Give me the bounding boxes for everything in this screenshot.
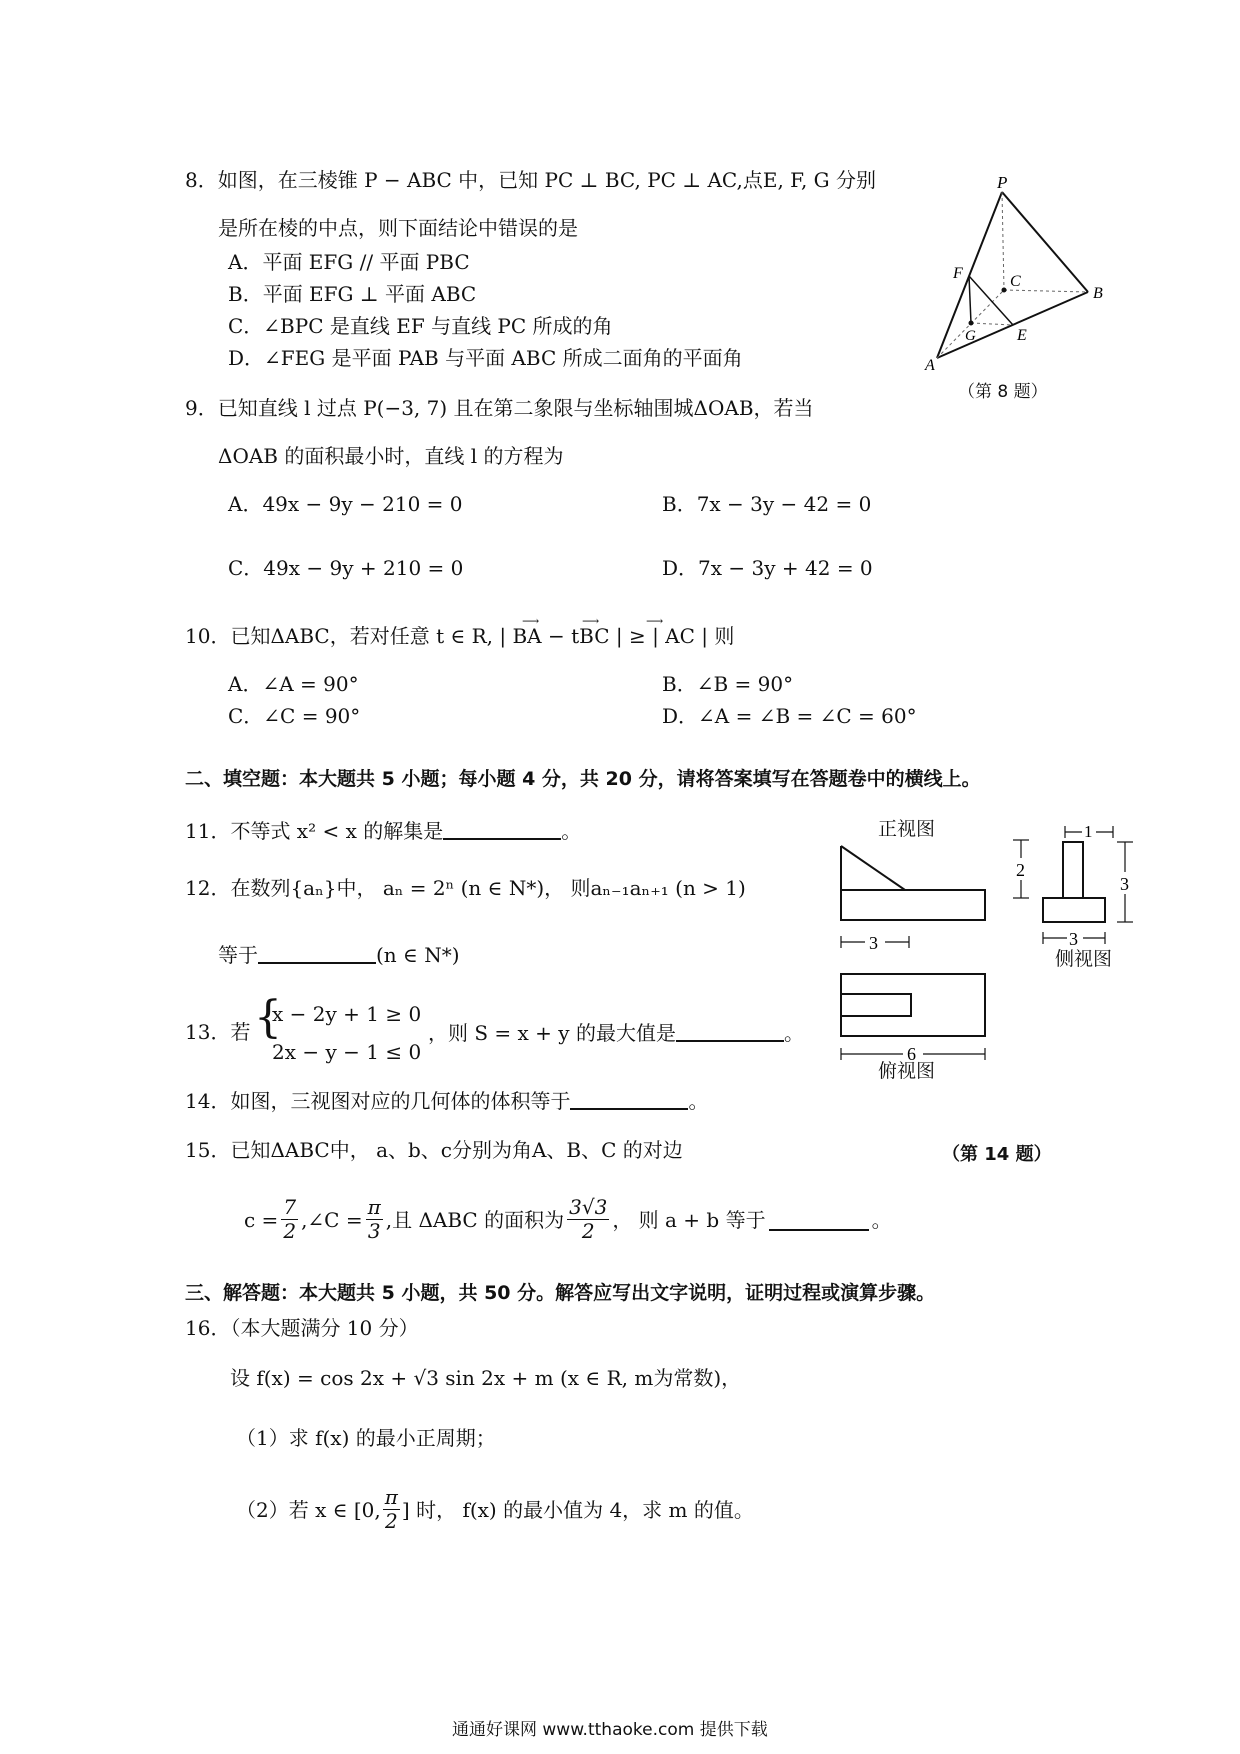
- q8-caption: （第 8 题）: [958, 382, 1048, 402]
- q13-inequality-2: 2x − y − 1 ≤ 0: [272, 1040, 422, 1064]
- front-view-title: 正视图: [878, 818, 936, 840]
- q13-rest: [428, 1020, 804, 1045]
- q10-option-b: B．∠B = 90°: [662, 672, 794, 696]
- front-view-figure: [835, 840, 1010, 960]
- q12-text: 等于: [218, 943, 258, 967]
- section3-heading: 三、解答题：本大题共 5 小题，共 50 分。解答应写出文字说明，证明过程或演算步骤。: [185, 1282, 936, 1304]
- q10-option-d: D．∠A = ∠B = ∠C = 60°: [662, 704, 917, 728]
- q10-stem: 10．已知ΔABC，若对任意 t ∈ R, | BA − tBC | ≥ | AC | 则: [185, 624, 735, 648]
- q15-stem: 15．已知ΔABC中， a、b、c分别为角A、B、C 的对边: [185, 1138, 683, 1162]
- q8-tetrahedron-figure: [905, 170, 1125, 410]
- q15-fraction-7-2: [281, 1196, 298, 1243]
- q14-end: 。: [688, 1089, 709, 1113]
- side-dim-3-width: 3: [1069, 929, 1078, 949]
- q15-c-eq: c =: [244, 1207, 279, 1232]
- q13-brace: {: [254, 992, 282, 1043]
- q13-text: ，则 S = x + y 的最大值是: [428, 1021, 676, 1045]
- q8-label-c: C: [1010, 273, 1021, 290]
- q14-caption: （第 14 题）: [942, 1144, 1052, 1165]
- q11-answer-blank: [443, 818, 561, 840]
- q16-frac-num: π: [384, 1485, 398, 1509]
- q10-vector-arrow-ba: ⟶: [522, 614, 540, 628]
- q8-option-d: D．∠FEG 是平面 PAB 与平面 ABC 所成二面角的平面角: [228, 346, 743, 370]
- q13-answer-blank: [676, 1020, 784, 1042]
- q16-part2-post: ] 时， f(x) 的最小值为 4，求 m 的值。: [401, 1497, 754, 1522]
- side-view-title: 侧视图: [1055, 948, 1113, 970]
- q14: [185, 1088, 708, 1113]
- q8-label-b: B: [1093, 285, 1103, 302]
- q9-option-b: B．7x − 3y − 42 = 0: [662, 492, 872, 516]
- q15-post: ， 则 a + b 等于: [612, 1207, 766, 1232]
- q8-option-b: B．平面 EFG ⊥ 平面 ABC: [228, 282, 477, 306]
- q12-end: (n ∈ N*): [376, 943, 460, 967]
- side-dim-3-height: 3: [1120, 874, 1129, 894]
- q14-text: 14．如图，三视图对应的几何体的体积等于: [185, 1089, 571, 1113]
- q10-vector-arrow-bc: ⟶: [582, 614, 600, 628]
- q9-option-c: C．49x − 9y + 210 = 0: [228, 556, 464, 580]
- q8-label-p: P: [997, 173, 1008, 192]
- q12-answer-blank: [258, 942, 376, 964]
- q8-label-a: A: [925, 357, 935, 374]
- q10-option-c: C．∠C = 90°: [228, 704, 361, 728]
- q9-stem-line2: ΔOAB 的面积最小时，直线 l 的方程为: [218, 444, 564, 468]
- q15-fraction-pi-3: [366, 1196, 383, 1243]
- q8-stem-line1: 8．如图，在三棱锥 P − ABC 中，已知 PC ⊥ BC, PC ⊥ AC,点E, F, G 分别: [185, 168, 876, 192]
- q8-label-e: E: [1017, 327, 1027, 344]
- q8-option-c: C．∠BPC 是直线 EF 与直线 PC 所成的角: [228, 314, 613, 338]
- top-view-figure: [835, 968, 1010, 1062]
- q10-option-a: A．∠A = 90°: [228, 672, 359, 696]
- q15-end: 。: [871, 1207, 892, 1232]
- q10-vector-arrow-ac: ⟶: [646, 614, 664, 628]
- q8-stem-line2: 是所在棱的中点，则下面结论中错误的是: [218, 216, 578, 240]
- q13-inequality-1: x − 2y + 1 ≥ 0: [272, 1002, 422, 1026]
- q9-option-a: A．49x − 9y − 210 = 0: [228, 492, 463, 516]
- q13-label: 13．若: [185, 1020, 251, 1044]
- q16-part1: （1）求 f(x) 的最小正周期；: [236, 1426, 496, 1450]
- q16-definition: 设 f(x) = cos 2x + √3 sin 2x + m (x ∈ R, m为常数)，: [230, 1366, 742, 1390]
- front-dim-3: 3: [869, 933, 878, 953]
- q15-line2: [244, 1196, 892, 1243]
- top-view-title: 俯视图: [878, 1060, 936, 1082]
- q16-fraction-pi-2: [383, 1486, 400, 1533]
- q8-label-f: F: [953, 265, 963, 282]
- q15-angle: ,∠C =: [301, 1207, 363, 1232]
- q15-frac3-num: 3√3: [569, 1195, 608, 1219]
- q11-end: 。: [561, 819, 582, 843]
- page-footer: 通通好课网 www.tthaoke.com 提供下载: [452, 1720, 768, 1740]
- q16-part2-pre: （2）若 x ∈ [0,: [236, 1497, 381, 1522]
- q9-option-d: D．7x − 3y + 42 = 0: [662, 556, 873, 580]
- q15-frac1-den: 2: [283, 1219, 297, 1243]
- q15-frac2-num: π: [367, 1195, 381, 1219]
- q15-frac1-num: 7: [283, 1195, 297, 1219]
- q13-end: 。: [783, 1021, 804, 1045]
- q9-stem-line1: 9．已知直线 l 过点 P(−3, 7) 且在第二象限与坐标轴围城ΔOAB，若当: [185, 396, 814, 420]
- q14-answer-blank: [570, 1088, 688, 1110]
- q16-part2: [236, 1486, 754, 1533]
- q12-line2: [218, 942, 460, 967]
- q8-option-a: A．平面 EFG // 平面 PBC: [228, 250, 470, 274]
- q12-line1: 12．在数列{aₙ}中， aₙ = 2ⁿ (n ∈ N*)， 则aₙ₋₁aₙ₊₁ (n > 1): [185, 876, 746, 900]
- q11-text: 11．不等式 x² < x 的解集是: [185, 819, 444, 843]
- side-dim-2: 2: [1016, 860, 1025, 880]
- q15-mid: ,且 ΔABC 的面积为: [385, 1207, 565, 1232]
- section2-heading: 二、填空题：本大题共 5 小题；每小题 4 分，共 20 分，请将答案填写在答题卷中的横线上。: [185, 768, 981, 790]
- q11: [185, 818, 581, 843]
- top-dim-6: 6: [907, 1044, 916, 1062]
- q8-label-g: G: [965, 328, 976, 344]
- side-dim-1: 1: [1084, 822, 1093, 841]
- q15-frac3-den: 2: [581, 1219, 595, 1243]
- q16-frac-den: 2: [384, 1509, 398, 1533]
- q16-title: 16．（本大题满分 10 分）: [185, 1316, 419, 1340]
- q15-frac2-den: 3: [367, 1219, 381, 1243]
- q15-answer-blank: [769, 1209, 869, 1231]
- q15-fraction-area: [567, 1196, 609, 1243]
